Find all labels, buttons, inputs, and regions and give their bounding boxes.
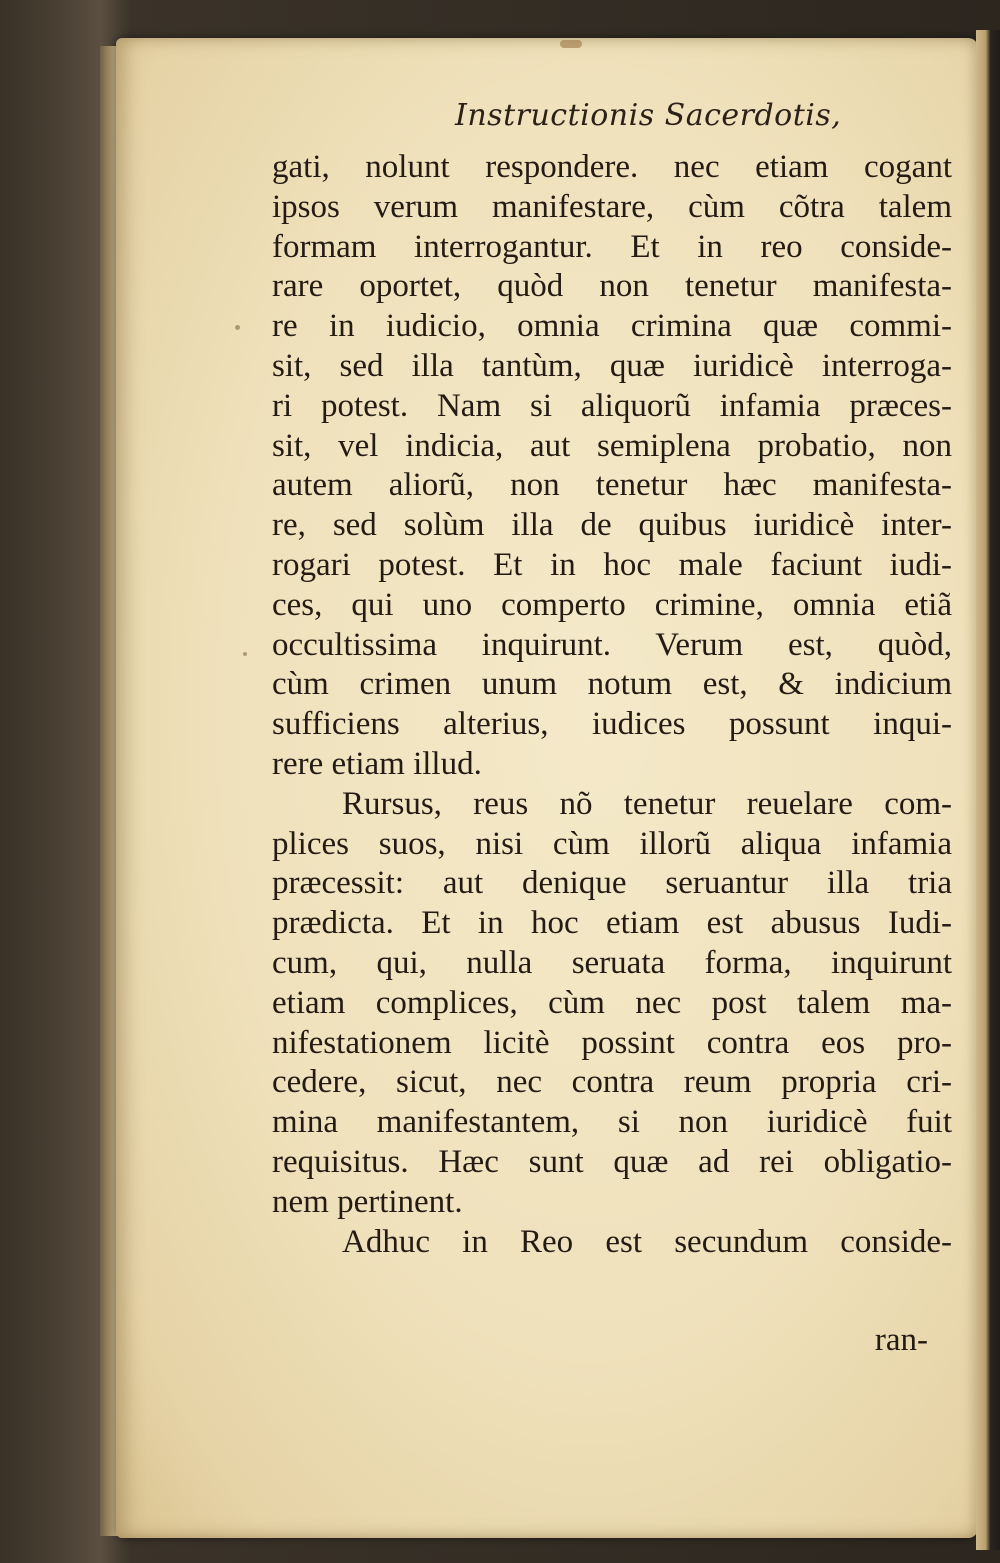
text-line: etiam complices, cùm nec post talem ma- <box>272 984 952 1021</box>
book-edge <box>976 30 1000 1550</box>
text-line: rogari potest. Et in hoc male faciunt iudi- <box>272 546 952 583</box>
text-line: mina manifestantem, si non iuridicè fuit <box>272 1104 952 1141</box>
body-text <box>272 148 952 1262</box>
text-line: prædicta. Et in hoc etiam est abusus Iudi- <box>272 905 952 942</box>
text-line: cedere, sicut, nec contra reum propria cri- <box>272 1064 952 1101</box>
text-line: formam interrogantur. Et in reo conside- <box>272 228 952 265</box>
text-line: sit, vel indicia, aut semiplena probatio, non <box>272 427 952 464</box>
text-line: gati, nolunt respondere. nec etiam cogant <box>272 149 952 185</box>
text-line: autem aliorũ, non tenetur hæc manifesta- <box>272 467 952 504</box>
text-line: plices suos, nisi cùm illorũ aliqua infamia <box>272 825 952 862</box>
text-line: requisitus. Hæc sunt quæ ad rei obligatio- <box>272 1143 952 1180</box>
text-line: occultissima inquirunt. Verum est, quòd, <box>272 626 952 663</box>
running-title: Instructionis Sacerdotis, <box>455 98 842 133</box>
text-line: re in iudicio, omnia crimina quæ commi- <box>272 308 952 345</box>
text-line: ri potest. Nam si aliquorũ infamia præces- <box>272 387 952 424</box>
catchword: ran- <box>874 1322 928 1358</box>
text-line: sufficiens alterius, iudices possunt inqui- <box>272 706 952 743</box>
text-line: ipsos verum manifestare, cùm cõtra talem <box>272 188 952 225</box>
text-line: cum, qui, nulla seruata forma, inquirunt <box>272 944 952 981</box>
paper-speck <box>243 652 247 656</box>
text-line: sit, sed illa tantùm, quæ iuridicè interroga- <box>272 347 952 384</box>
text-line: Rursus, reus nõ tenetur reuelare com- <box>342 785 952 822</box>
paper-speck <box>560 40 582 48</box>
text-line: re, sed solùm illa de quibus iuridicè inter- <box>272 507 952 544</box>
text-line: rere etiam illud. <box>272 745 482 782</box>
text-line: Adhuc in Reo est secundum conside- <box>342 1223 952 1260</box>
text-line: rare oportet, quòd non tenetur manifesta- <box>272 268 952 305</box>
text-line: præcessit: aut denique seruantur illa tria <box>272 865 952 902</box>
text-line: ces, qui uno comperto crimine, omnia etiã <box>272 586 952 623</box>
text-line: nifestationem licitè possint contra eos pro- <box>272 1024 952 1061</box>
paper-speck <box>235 325 240 330</box>
text-line: nem pertinent. <box>272 1183 463 1220</box>
paper-speck <box>840 1050 843 1053</box>
text-line: cùm crimen unum notum est, & indicium <box>272 666 952 703</box>
